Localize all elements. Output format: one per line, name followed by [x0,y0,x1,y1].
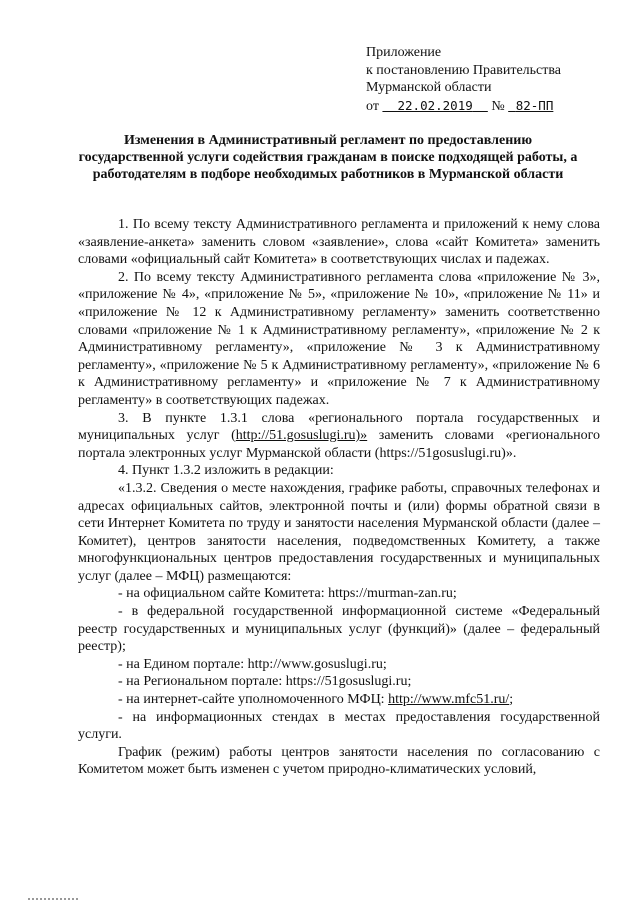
document-number: 82-ПП [515,97,554,113]
paragraph-4: 4. Пункт 1.3.2 изложить в редакции: [118,463,334,479]
appendix-resolution: к постановлению Правительства [366,62,562,78]
appendix-header [366,44,606,115]
number-prefix: № [491,98,505,114]
paragraph-5: «1.3.2. Сведения о месте нахождения, графике работы, справочных телефонах и адресах официальных сайтов, электронной почты и (или) формы обратной связи в сети Интернет Комитета по труду и занятости населения Мурманской области (далее – Комитет), центров занятости населения, подведомственных Комитету, а также многофункциональных центров предоставления государственных и муниципальных услуг (далее – МФЦ) размещаются: [78,480,600,584]
mfc-link[interactable]: http://www.mfc51.ru/ [388,692,510,708]
appendix-label: Приложение [366,45,442,60]
list-item: - на Региональном портале: https://51gosuslugi.ru; [118,674,412,690]
list-item: - на официальном сайте Комитета: https://murman-zan.ru; [118,586,457,602]
list-item: - в федеральной государственной информационной системе «Федеральный реестр государственных и муниципальных услуг (функций)» (далее – федеральный реестр); [78,604,600,655]
paragraph-1: 1. По всему тексту Административного регламента и приложений к нему слова «заявление-анкета» заменить словом «заявление», слова «сайт Комитета» заменить словами «официальный сайт Комитета» в соответствующих числах и падежах. [78,217,600,268]
appendix-region: Мурманской области [366,80,492,95]
document-date: 22.02.2019 [397,97,473,113]
list-item: - на интернет-сайте уполномоченного МФЦ: http://www.mfc51.ru/; [118,692,514,708]
footer-mark [28,898,78,903]
document-body [78,216,600,779]
document-title: Изменения в Административный регламент по предоставлению государственной услуги содействия гражданам в поиске подходящей работы, а работодателям в подборе необходимых работников в Мурманской области [78,133,578,182]
paragraph-2: 2. По всему тексту Административного регламента слова «приложение № 3», «приложение № 4», «приложение № 5», «приложение № 10», «приложение № 11» и «приложение № 12 к Административному регламенту» заменить соответственно словами «приложение № 1 к Административному регламенту», «приложение № 2 к Административному регламенту», «приложение № 3 к Административному регламенту», «приложение № 5 к Административному регламенту», «приложение № 6 к Административному регламенту» и «приложение № 7 к Административному регламенту» в соответствующих падежах. [78,269,600,408]
list-item: - на Едином портале: http://www.gosuslugi.ru; [118,656,387,672]
paragraph-6: График (режим) работы центров занятости населения по согласованию с Комитетом может быть изменен с учетом природно-климатических условий, [78,744,600,778]
list-item: - на информационных стендах в местах предоставления государственной услуги. [78,709,600,743]
paragraph-3: 3. В пункте 1.3.1 слова «регионального портала государственных и муниципальных услуг (http://51.gosuslugi.ru)» заменить словами «регионального портала электронных услуг Мурманской области (https://51gosuslugi.ru)». [78,410,601,461]
date-prefix: от [366,98,379,114]
appendix-date-line [366,97,606,116]
gosuslugi-link[interactable]: http://51.gosuslugi.ru)» [235,428,368,444]
